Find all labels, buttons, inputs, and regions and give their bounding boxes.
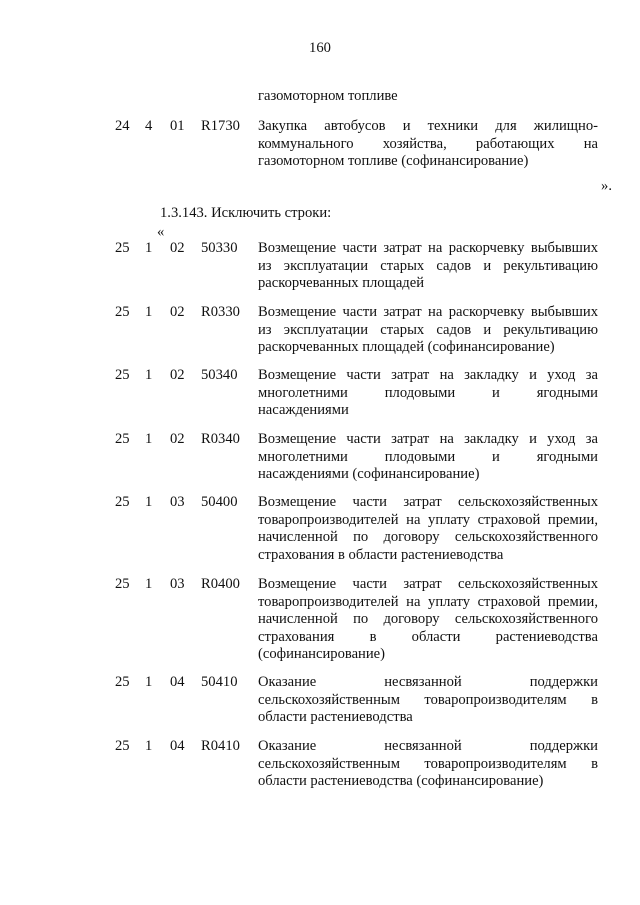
description-line: области растениеводства (258, 709, 413, 726)
row-description (258, 118, 598, 171)
section-heading: 1.3.143. Исключить строки: (160, 205, 332, 221)
code-column-2: 1 (145, 576, 153, 592)
description-line: из эксплуатации старых садов и рекультивацию (258, 321, 598, 338)
code-column-3: 02 (170, 431, 185, 447)
row-description (258, 304, 598, 357)
description-line: насаждениями (258, 402, 349, 419)
description-line: коммунального хозяйства, работающих на (258, 135, 598, 152)
code-column-2: 1 (145, 367, 153, 383)
code-column-1: 24 (115, 118, 130, 134)
code-column-4: R0330 (201, 304, 240, 320)
code-column-4: R0340 (201, 431, 240, 447)
code-column-4: 50340 (201, 367, 238, 383)
description-line: Возмещение части затрат на раскорчевку выбывших (258, 240, 598, 256)
description-line: Оказание несвязанной поддержки (258, 674, 598, 690)
description-line: Возмещение части затрат сельскохозяйственных (258, 576, 598, 592)
description-line: начисленной по договору сельскохозяйственного (258, 611, 598, 628)
code-column-1: 25 (115, 738, 130, 754)
row-description (258, 576, 598, 664)
code-column-2: 1 (145, 494, 153, 510)
description-line: Возмещение части затрат на закладку и уход за (258, 431, 598, 447)
code-column-1: 25 (115, 431, 130, 447)
description-line: (софинансирование) (258, 646, 386, 663)
description-line: Возмещение части затрат сельскохозяйственных (258, 494, 598, 510)
description-line: начисленной по договору сельскохозяйственного (258, 529, 598, 546)
closing-quote: ». (601, 178, 612, 194)
description-line: сельскохозяйственным товаропроизводителям в (258, 691, 598, 708)
description-line: газомоторном топливе (софинансирование) (258, 153, 529, 170)
page-number: 160 (309, 40, 331, 56)
code-column-2: 1 (145, 738, 153, 754)
description-line: области растениеводства (софинансирование) (258, 773, 544, 790)
row-description (258, 367, 598, 420)
code-column-2: 1 (145, 304, 153, 320)
code-column-1: 25 (115, 576, 130, 592)
description-line: раскорчеванных площадей (софинансирование) (258, 339, 555, 356)
description-line: страхования в области растениеводства (258, 546, 504, 563)
description-line: товаропроизводителей на уплату страховой премии, (258, 511, 598, 528)
code-column-2: 1 (145, 240, 153, 256)
code-column-4: 50410 (201, 674, 238, 690)
description-line: Оказание несвязанной поддержки (258, 738, 598, 754)
code-column-2: 1 (145, 674, 153, 690)
description-line: Возмещение части затрат на закладку и уход за (258, 367, 598, 383)
code-column-3: 01 (170, 118, 185, 134)
code-column-1: 25 (115, 494, 130, 510)
description-line: раскорчеванных площадей (258, 275, 425, 292)
code-column-4: 50330 (201, 240, 238, 256)
description-line: Возмещение части затрат на раскорчевку выбывших (258, 304, 598, 320)
code-column-4: 50400 (201, 494, 238, 510)
code-column-3: 02 (170, 367, 185, 383)
code-column-2: 1 (145, 431, 153, 447)
description-line: многолетними плодовыми и ягодными (258, 448, 598, 465)
code-column-2: 4 (145, 118, 153, 134)
description-line: товаропроизводителей на уплату страховой премии, (258, 593, 598, 610)
code-column-3: 02 (170, 304, 185, 320)
code-column-1: 25 (115, 367, 130, 383)
code-column-3: 03 (170, 494, 185, 510)
code-column-3: 03 (170, 576, 185, 592)
code-column-3: 04 (170, 738, 185, 754)
opening-quote: « (157, 224, 165, 240)
code-column-4: R0410 (201, 738, 240, 754)
code-column-1: 25 (115, 240, 130, 256)
code-column-4: R1730 (201, 118, 240, 134)
row-description (258, 738, 598, 791)
row-description (258, 674, 598, 727)
continuation-text: газомоторном топливе (258, 88, 398, 104)
description-line: многолетними плодовыми и ягодными (258, 384, 598, 401)
description-line: страхования в области растениеводства (258, 628, 598, 645)
code-column-1: 25 (115, 674, 130, 690)
code-column-3: 04 (170, 674, 185, 690)
row-description (258, 431, 598, 484)
code-column-3: 02 (170, 240, 185, 256)
description-line: сельскохозяйственным товаропроизводителям в (258, 755, 598, 772)
row-description (258, 494, 598, 564)
description-line: насаждениями (софинансирование) (258, 466, 480, 483)
code-column-1: 25 (115, 304, 130, 320)
row-description (258, 240, 598, 293)
description-line: Закупка автобусов и техники для жилищно- (258, 118, 598, 134)
code-column-4: R0400 (201, 576, 240, 592)
description-line: из эксплуатации старых садов и рекультивацию (258, 257, 598, 274)
